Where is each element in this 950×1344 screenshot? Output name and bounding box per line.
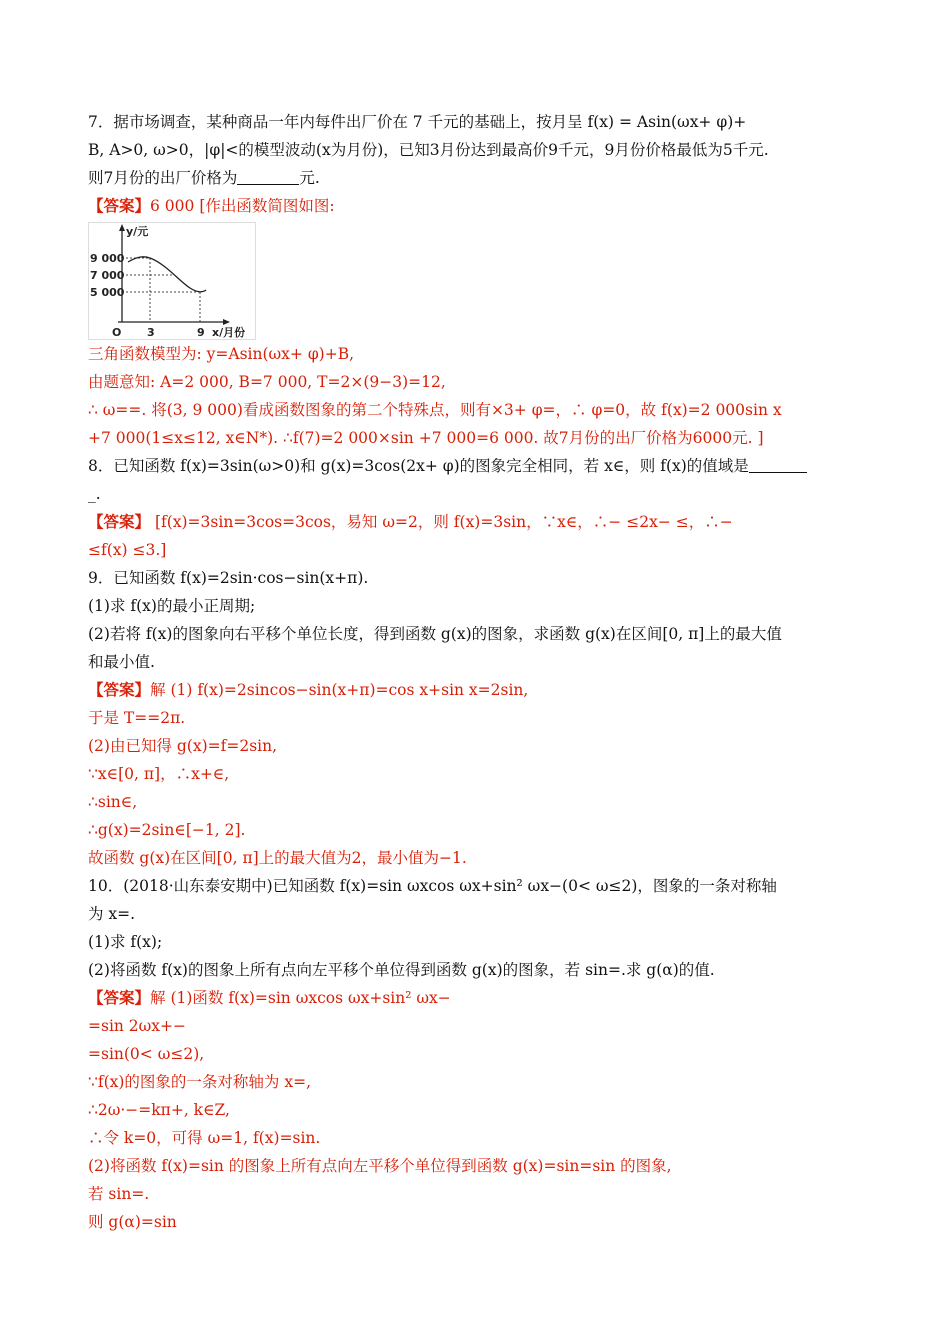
origin-label: O [112, 326, 122, 339]
q7-answer-line [88, 192, 878, 220]
q9-line-2: (1)求 f(x)的最小正周期; [88, 597, 256, 615]
q8-line-1-text: 8．已知函数 f(x)=3sin(ω>0)和 g(x)=3cos(2x+ φ)的图象完全相同，若 x∈，则 f(x)的值域是 [88, 457, 749, 475]
q9-answer-line-6: ∴g(x)=2sin∈[−1, 2]. [88, 821, 246, 839]
q8-answer-text: [f(x)=3sin=3cos=3cos，易知 ω=2，则 f(x)=3sin，∵x∈，∴− ≤2x− ≤，∴− [150, 513, 733, 531]
q8-line-2: _. [88, 485, 101, 503]
q8-answer-line-1 [88, 508, 878, 536]
y-tick-9000: 9 000 [90, 252, 125, 265]
answer-blank [237, 168, 299, 185]
y-axis-label: y/元 [126, 225, 149, 238]
q9-answer-line-4: ∵x∈[0, π]，∴x+∈, [88, 765, 230, 783]
q9-answer-line-5: ∴sin∈, [88, 793, 138, 811]
q7-line-3 [88, 164, 878, 192]
q10-answer-line-1 [88, 984, 878, 1012]
q7-solution-line-4: +7 000(1≤x≤12, x∈N*). ∴f(7)=2 000×sin +7 000=6 000. 故7月份的出厂价格为6000元. ] [88, 429, 764, 447]
function-sketch-graph [88, 222, 256, 340]
q8-line-1 [88, 452, 878, 480]
q10-answer-line-7: (2)将函数 f(x)=sin 的图象上所有点向左平移个单位得到函数 g(x)=sin=sin 的图象, [88, 1157, 672, 1175]
answer-tag: 【答案】 [88, 988, 151, 1007]
q10-answer-line-3: =sin(0< ω≤2), [88, 1045, 205, 1063]
q10-answer-line-4: ∵f(x)的图象的一条对称轴为 x=, [88, 1073, 312, 1091]
q7-solution-line-1: 三角函数模型为: y=Asin(ωx+ φ)+B, [88, 345, 355, 363]
q10-line-4: (2)将函数 f(x)的图象上所有点向左平移个单位得到函数 g(x)的图象，若 sin=.求 g(α)的值. [88, 961, 715, 979]
q9-answer-line-2: 于是 T==2π. [88, 709, 186, 727]
x-tick-9: 9 [197, 326, 205, 339]
q7-line-3-suffix: 元. [299, 169, 320, 187]
graph-svg [88, 222, 256, 340]
x-axis-label: x/月份 [212, 326, 246, 339]
x-tick-3: 3 [147, 326, 155, 339]
q9-line-3: (2)若将 f(x)的图象向右平移个单位长度，得到函数 g(x)的图象，求函数 g(x)在区间[0, π]上的最大值 [88, 625, 782, 643]
q10-answer-line-8: 若 sin=. [88, 1185, 150, 1203]
q10-line-2: 为 x=. [88, 905, 136, 923]
q7-solution-line-2: 由题意知: A=2 000, B=7 000, T=2×(9−3)=12, [88, 373, 446, 391]
q8-answer-line-2: ≤f(x) ≤3.] [88, 541, 167, 559]
answer-tag: 【答案】 [88, 196, 151, 215]
document-page [88, 108, 878, 1236]
answer-tag: 【答案】 [88, 680, 151, 699]
q10-answer-line-2: =sin 2ωx+− [88, 1017, 187, 1035]
q7-answer-text: 6 000 [作出函数简图如图: [150, 197, 335, 215]
q9-line-4: 和最小值. [88, 653, 155, 671]
q7-line-1: 7．据市场调查，某种商品一年内每件出厂价在 7 千元的基础上，按月呈 f(x) = Asin(ωx+ φ)+ [88, 113, 747, 131]
q10-answer-line-5: ∴2ω·−=kπ+, k∈Z, [88, 1101, 230, 1119]
q7-solution-line-3: ∴ ω==. 将(3, 9 000)看成函数图象的第二个特殊点，则有×3+ φ=，∴ φ=0，故 f(x)=2 000sin x [88, 401, 782, 419]
q10-answer-text: 解 (1)函数 f(x)=sin ωxcos ωx+sin² ωx− [150, 989, 451, 1007]
q7-line-3-text: 则7月份的出厂价格为 [88, 169, 238, 187]
q10-answer-line-9: 则 g(α)=sin [88, 1213, 177, 1231]
q9-answer-line-7: 故函数 g(x)在区间[0, π]上的最大值为2，最小值为−1. [88, 849, 467, 867]
q9-answer-text: 解 (1) f(x)=2sincos−sin(x+π)=cos x+sin x=2sin, [150, 681, 529, 699]
q7-line-2: B, A>0, ω>0，|φ|<的模型波动(x为月份)，已知3月份达到最高价9千元，9月份价格最低为5千元. [88, 141, 769, 159]
answer-blank [749, 456, 807, 473]
q10-answer-line-6: ∴令 k=0，可得 ω=1, f(x)=sin. [88, 1129, 321, 1147]
answer-tag: 【答案】 [88, 512, 151, 531]
q10-line-1: 10．(2018·山东泰安期中)已知函数 f(x)=sin ωxcos ωx+sin² ωx−(0< ω≤2)，图象的一条对称轴 [88, 877, 777, 895]
q9-line-1: 9．已知函数 f(x)=2sin·cos−sin(x+π). [88, 569, 369, 587]
y-tick-5000: 5 000 [90, 286, 125, 299]
q9-answer-line-3: (2)由已知得 g(x)=f=2sin, [88, 737, 278, 755]
y-tick-7000: 7 000 [90, 269, 125, 282]
q9-answer-line-1 [88, 676, 878, 704]
q10-line-3: (1)求 f(x); [88, 933, 163, 951]
